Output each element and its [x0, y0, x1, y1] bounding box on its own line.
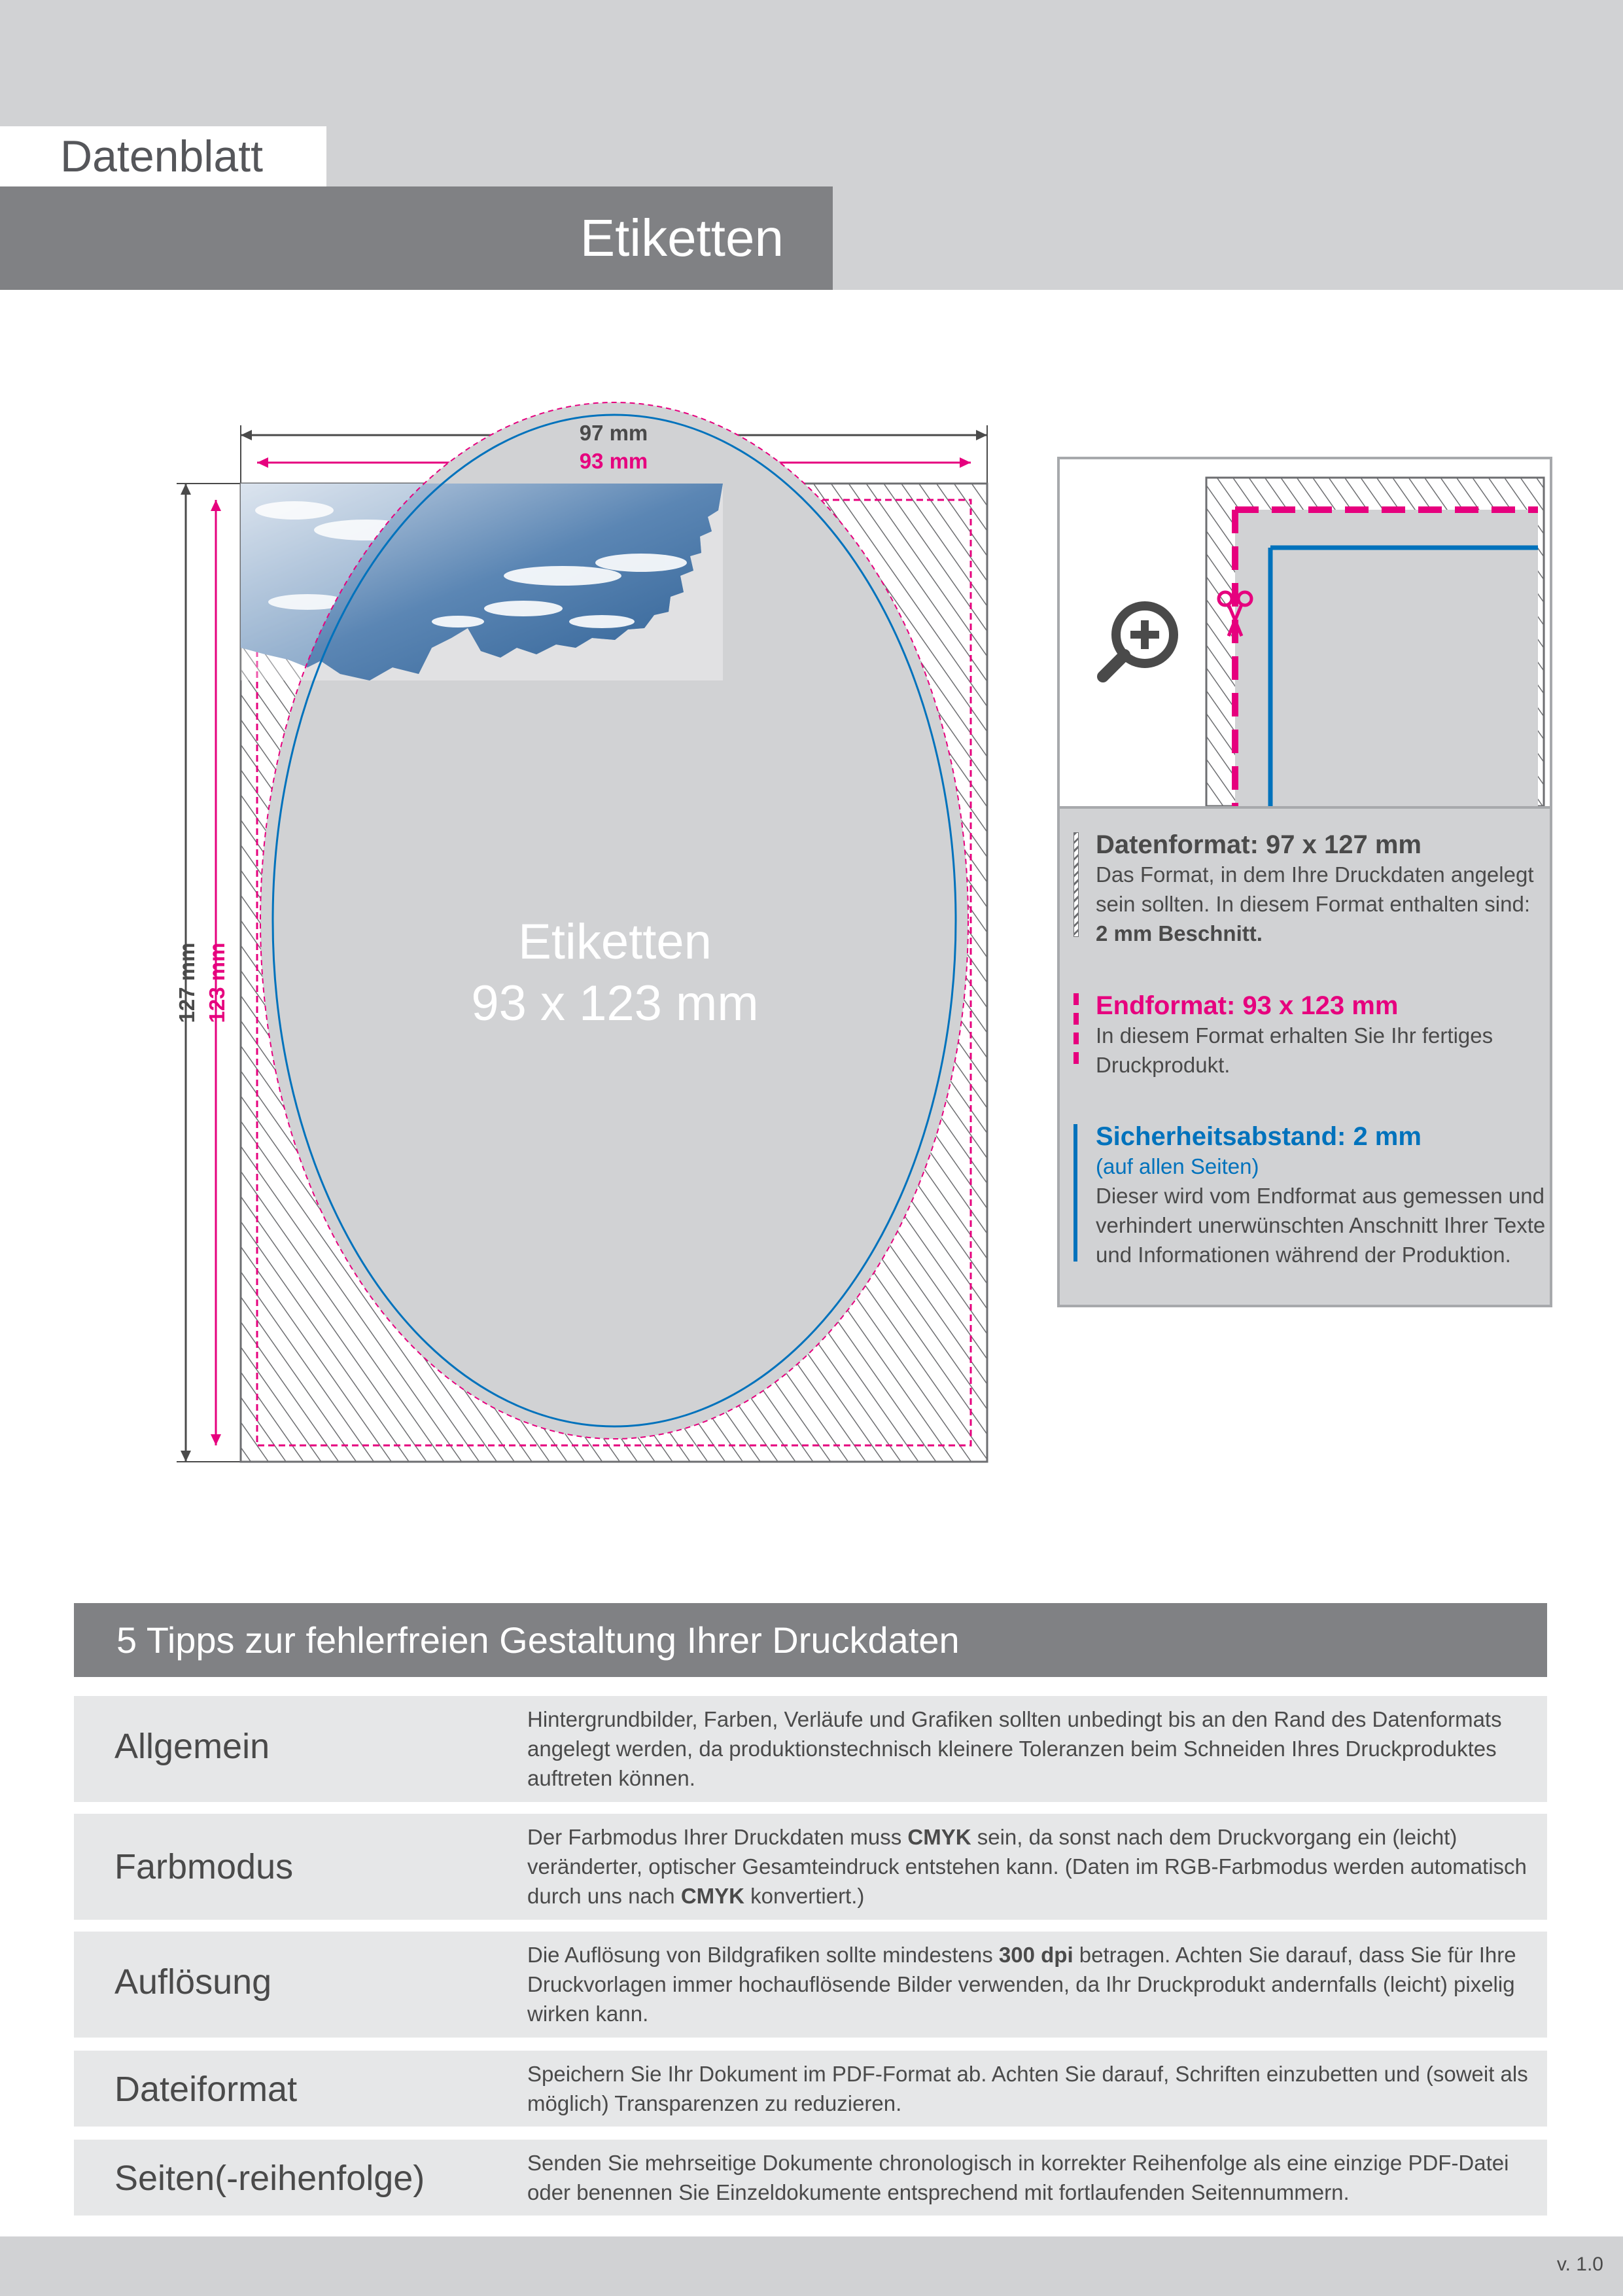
tip-text: Speichern Sie Ihr Dokument im PDF-Format ab. Achten Sie darauf, Schriften einzubetten und (soweit als möglich) Transparenzen zu reduzieren. — [527, 2062, 1528, 2115]
sicherheit-title: Sicherheitsabstand: 2 mm — [1096, 1122, 1422, 1151]
legend-sicherheit — [1096, 1122, 1547, 1269]
tip-row-aufloesung — [74, 1932, 1547, 2038]
tip-label: Auflösung — [114, 1962, 272, 2002]
legend-detail-view — [1060, 459, 1550, 806]
width-final-label: 93 mm — [579, 449, 648, 473]
tip-text: Senden Sie mehrseitige Dokumente chronologisch in korrekter Reihenfolge als eine einzige PDF-Datei oder benennen Sie Einzeldokumente entsprechend mit fortlaufenden Seitennummern. — [527, 2151, 1509, 2204]
zoom-in-icon — [1103, 606, 1174, 677]
label-center-title: Etiketten — [518, 914, 712, 970]
datenformat-title: Datenformat: 97 x 127 mm — [1096, 830, 1422, 859]
product-title: Etiketten — [0, 186, 833, 290]
version-label: v. 1.0 — [1556, 2253, 1603, 2275]
pink-dashed-swatch — [1073, 993, 1079, 1072]
sicherheit-subtitle: (auf allen Seiten) — [1096, 1154, 1259, 1178]
legend-datenformat — [1096, 830, 1547, 948]
tip-label: Allgemein — [114, 1727, 270, 1766]
tip-row-allgemein — [74, 1696, 1547, 1802]
doc-type-label: Datenblatt — [0, 126, 326, 186]
tip-row-dateiformat — [74, 2051, 1547, 2127]
corner-detail — [1206, 478, 1544, 806]
endformat-text: In diesem Format erhalten Sie Ihr fertiges Druckprodukt. — [1096, 1023, 1493, 1077]
tips-heading: 5 Tipps zur fehlerfreien Gestaltung Ihrer Druckdaten — [74, 1603, 1547, 1677]
tip-text: Hintergrundbilder, Farben, Verläufe und Grafiken sollten unbedingt bis an den Rand des Datenformats angelegt werden, da produktionstechnisch kleinere Toleranzen beim Schneiden Ihres Druckproduktes auftreten können. — [527, 1707, 1502, 1790]
legend-descriptions — [1060, 806, 1550, 1305]
tip-label: Farbmodus — [114, 1847, 294, 1886]
tip-text: Die Auflösung von Bildgrafiken sollte mindestens 300 dpi betragen. Achten Sie darauf, dass Sie für Ihre Druckvorlagen immer hochauflösende Bilder verwenden, da Ihr Druckprodukt andernfalls (leicht) pixelig wirken kann. — [527, 1943, 1516, 2026]
tip-row-farbmodus — [74, 1814, 1547, 1920]
label-center-size: 93 x 123 mm — [471, 976, 759, 1031]
tip-label: Dateiformat — [114, 2070, 298, 2109]
tip-text: Der Farbmodus Ihrer Druckdaten muss CMYK sein, da sonst nach dem Druckvorgang ein (leicht) veränderter, optischer Gesamteindruck entstehen kann. (Daten im RGB-Farbmodus werden automatisch durch uns nach CMYK konvertiert.) — [527, 1825, 1527, 1908]
footer-band — [0, 2236, 1623, 2296]
width-total-label: 97 mm — [579, 421, 648, 445]
height-total-label: 127 mm — [175, 942, 199, 1023]
format-legend — [1057, 457, 1552, 1307]
datenformat-text: Das Format, in dem Ihre Druckdaten angelegt sein sollten. In diesem Format enthalten sind: 2 mm Beschnitt. — [1096, 862, 1534, 945]
hatch-swatch — [1073, 832, 1079, 937]
tip-row-seiten — [74, 2140, 1547, 2216]
blue-line-swatch — [1073, 1124, 1077, 1262]
legend-endformat — [1096, 991, 1547, 1080]
tip-label: Seiten(-reihenfolge) — [114, 2159, 425, 2198]
format-diagram — [0, 290, 1034, 1533]
endformat-title: Endformat: 93 x 123 mm — [1096, 991, 1399, 1020]
sicherheit-text: Dieser wird vom Endformat aus gemessen und verhindert unerwünschten Anschnitt Ihrer Texte und Informationen während der Produktion. — [1096, 1184, 1546, 1267]
height-final-label: 123 mm — [205, 942, 229, 1023]
